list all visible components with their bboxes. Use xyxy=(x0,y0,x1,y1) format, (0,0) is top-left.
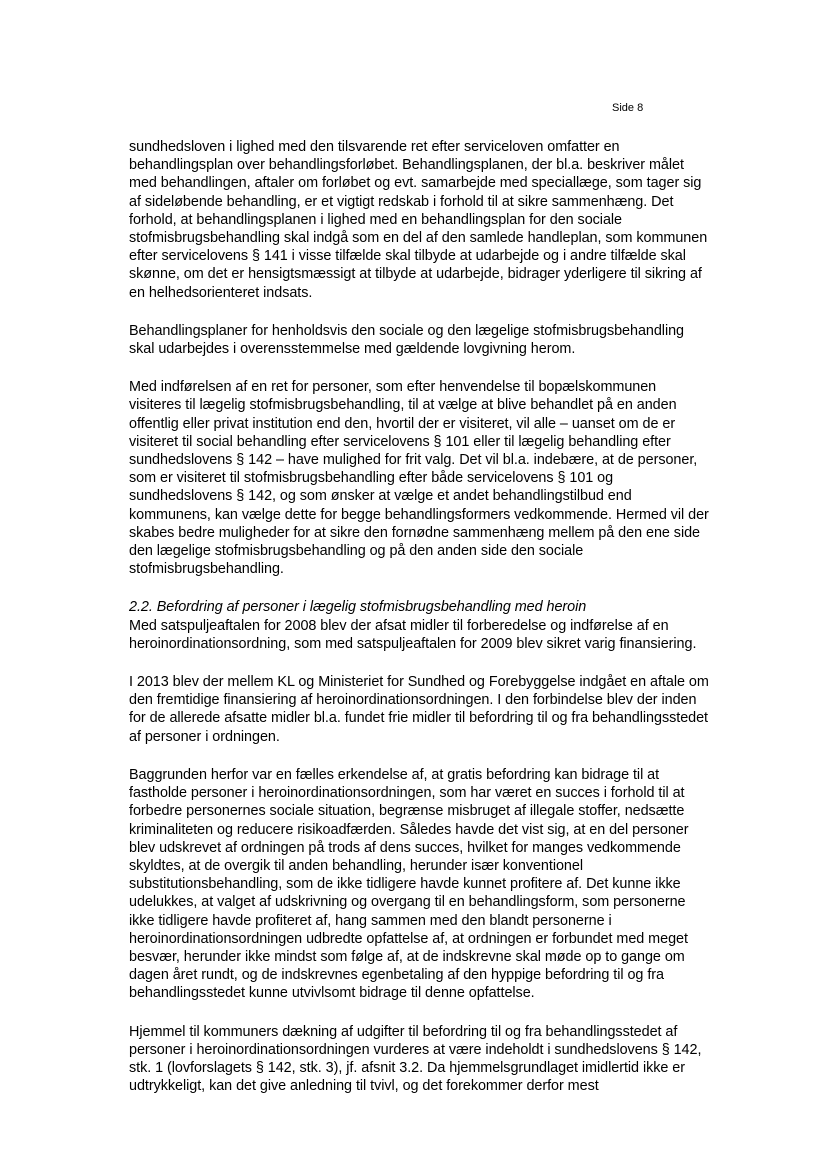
paragraph xyxy=(129,378,791,578)
text-line: sundhedslovens § 142, og som ønsker at vælge et andet behandlingstilbud end xyxy=(129,488,632,505)
text-line: ikke tidligere havde profiteret af, hang sammen med den blandt personerne i xyxy=(129,912,612,929)
text-line: af sideløbende behandling, er et vigtigt redskab i forhold til at sikre sammenhæng. Det xyxy=(129,193,674,210)
text-line: heroinordinationsordningen udbredte opfattelse af, at ordningen er forbundet med meget xyxy=(129,930,688,947)
text-line: skyldtes, at de overgik til anden behandling, herunder især konventionel xyxy=(129,857,583,874)
text-line: kriminaliteten og reducere risikoadfærden. Således havde det vist sig, at en del personer xyxy=(129,821,689,838)
text-line: heroinordinationsordning, som med satspuljeaftalen for 2009 blev sikret varig finansiering. xyxy=(129,635,697,652)
section-heading: 2.2. Befordring af personer i lægelig stofmisbrugsbehandling med heroin xyxy=(129,599,587,616)
text-line: Med satspuljeaftalen for 2008 blev der afsat midler til forberedelse og indførelse af en xyxy=(129,617,669,634)
text-line: den fremtidige finansiering af heroinordinationsordningen. I den forbindelse blev der inden xyxy=(129,692,697,709)
text-line: efter servicelovens § 141 i visse tilfælde skal tilbyde at udarbejde og i andre tilfælde skal xyxy=(129,248,686,265)
text-line: fastholde personer i heroinordinationsordningen, som har været en succes i forhold til at xyxy=(129,785,685,802)
text-line: Behandlingsplaner for henholdsvis den sociale og den lægelige stofmisbrugsbehandling xyxy=(129,322,685,339)
paragraph xyxy=(129,322,791,358)
text-line: Baggrunden herfor var en fælles erkendelse af, at gratis befordring kan bidrage til at xyxy=(129,766,660,783)
text-line: dagen året rundt, og de indskrevnes egenbetaling af den hyppige befordring til og fra xyxy=(129,967,664,984)
text-line: som er visiteret til stofmisbrugsbehandling efter både servicelovens § 101 og xyxy=(129,470,614,487)
text-line: visiteres til lægelig stofmisbrugsbehandling, til at vælge at blive behandlet på en anden xyxy=(129,397,677,414)
paragraph xyxy=(129,766,791,1003)
text-line: Med indførelsen af en ret for personer, som efter henvendelse til bopælskommunen xyxy=(129,379,657,396)
text-line: skabes bedre muligheder for at sikre den fornødne sammenhæng mellem på den ene side xyxy=(129,524,700,541)
paragraph xyxy=(129,673,791,746)
text-line: udtrykkeligt, kan det give anledning til tvivl, og det forekommer derfor mest xyxy=(129,1078,599,1095)
text-line: substitutionsbehandling, som de ikke tidligere havde kunnet profitere af. Det kunne ikke xyxy=(129,876,681,893)
text-line: behandlingsstedet kunne utvivlsomt bidrage til denne opfattelse. xyxy=(129,985,535,1002)
document-body xyxy=(129,138,791,1115)
paragraph xyxy=(129,138,791,302)
text-line: offentlig eller privat institution end den, hvortil der er visiteret, vil alle – uanset om de er xyxy=(129,415,676,432)
text-line: blev udskrevet af ordningen på trods af dens succes, hvilket for manges vedkommende xyxy=(129,839,681,856)
text-line: en helhedsorienteret indsats. xyxy=(129,284,313,301)
text-line: sundhedsloven i lighed med den tilsvarende ret efter serviceloven omfatter en xyxy=(129,139,620,155)
text-line: skønne, om det er hensigtsmæssigt at tilbyde at udarbejde, bidrager yderligere til sikring af xyxy=(129,266,702,283)
text-line: kommunens, kan vælge dette for begge behandlingsformers vedkommende. Hermed vil der xyxy=(129,506,709,523)
text-line: behandlingsplan over behandlingsforløbet. Behandlingsplanen, der bl.a. beskriver målet xyxy=(129,157,684,174)
text-line: visiteret til social behandling efter servicelovens § 101 eller til lægelig behandling efter xyxy=(129,433,671,450)
text-line: den lægelige stofmisbrugsbehandling og på den anden side den sociale xyxy=(129,543,584,560)
text-line: I 2013 blev der mellem KL og Ministeriet for Sundhed og Forebyggelse indgået en aftale om xyxy=(129,674,709,691)
text-line: forbedre personernes sociale situation, begrænse misbruget af illegale stoffer, nedsætte xyxy=(129,803,685,820)
text-line: skal udarbejdes i overensstemmelse med gældende lovgivning herom. xyxy=(129,341,576,358)
page-number: Side 8 xyxy=(612,102,644,114)
text-line: for de allerede afsatte midler bl.a. fundet frie midler til befordring til og fra behandlingsstedet xyxy=(129,710,708,727)
text-line: Hjemmel til kommuners dækning af udgifter til befordring til og fra behandlingsstedet af xyxy=(129,1023,678,1040)
text-line: med behandlingen, aftaler om forløbet og evt. samarbejde med speciallæge, som tager sig xyxy=(129,175,702,192)
text-line: stofmisbrugsbehandling skal indgå som en del af den samlede handleplan, som kommunen xyxy=(129,230,708,247)
text-line: sundhedslovens § 142 – have mulighed for frit valg. Det vil bl.a. indebære, at de personer, xyxy=(129,452,698,469)
text-line: besvær, herunder ikke mindst som følge af, at de indskrevne skal møde op to gange om xyxy=(129,948,685,965)
paragraph xyxy=(129,1023,791,1096)
section-block xyxy=(129,598,791,653)
text-line: stofmisbrugsbehandling. xyxy=(129,561,284,578)
text-line: stk. 1 (lovforslagets § 142, stk. 3), jf. afsnit 3.2. Da hjemmelsgrundlaget imidlertid ikke er xyxy=(129,1059,685,1076)
text-line: forhold, at behandlingsplanen i lighed med en behandlingsplan for den sociale xyxy=(129,211,622,228)
text-line: af personer i ordningen. xyxy=(129,728,280,745)
text-line: udelukkes, at valget af udskrivning og overgang til en behandlingsform, som personerne xyxy=(129,894,686,911)
text-line: personer i heroinordinationsordningen vurderes at være indeholdt i sundhedslovens § 142, xyxy=(129,1041,702,1058)
